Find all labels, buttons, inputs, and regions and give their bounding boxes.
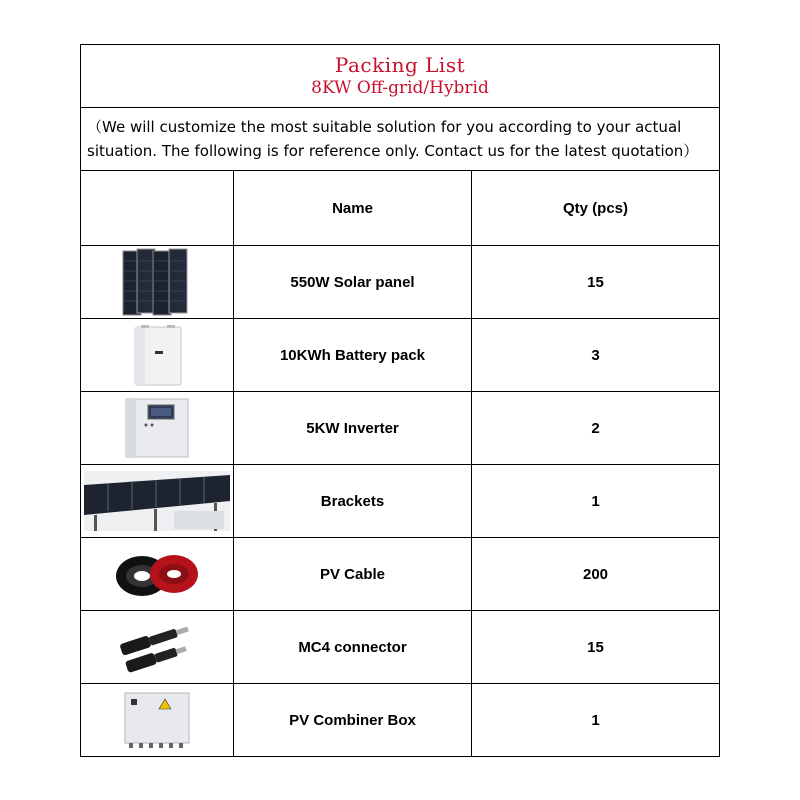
header-row: [81, 171, 720, 246]
item-name: Brackets: [234, 465, 472, 538]
item-image-cell: [81, 319, 234, 392]
item-image-cell: [81, 684, 234, 757]
bracket-icon: [84, 471, 230, 531]
item-name: MC4 connector: [234, 611, 472, 684]
header-qty: Qty (pcs): [472, 171, 720, 246]
battery-pack-icon: [127, 323, 187, 387]
mc4-connector-icon: [112, 617, 202, 677]
table-row: [81, 465, 720, 538]
header-name: Name: [234, 171, 472, 246]
header-image: [81, 171, 234, 246]
table-row: [81, 246, 720, 319]
item-name: 10KWh Battery pack: [234, 319, 472, 392]
page-subtitle: 8KW Off-grid/Hybrid: [311, 78, 489, 98]
pv-cable-icon: [112, 546, 202, 602]
item-image-cell: [81, 538, 234, 611]
item-qty: 3: [472, 319, 720, 392]
item-qty: 15: [472, 611, 720, 684]
page-title: Packing List: [334, 53, 466, 77]
packing-list-table: [80, 44, 720, 757]
item-qty: 15: [472, 246, 720, 319]
title-cell: [81, 45, 720, 108]
combiner-box-icon: [119, 689, 195, 751]
packing-list-sheet: [80, 44, 719, 756]
inverter-icon: [122, 395, 192, 461]
item-qty: 2: [472, 392, 720, 465]
table-row: [81, 611, 720, 684]
table-row: [81, 319, 720, 392]
table-row: [81, 538, 720, 611]
item-image-cell: [81, 392, 234, 465]
item-qty: 1: [472, 465, 720, 538]
item-qty: 1: [472, 684, 720, 757]
table-row: [81, 392, 720, 465]
item-image-cell: [81, 246, 234, 319]
item-name: 550W Solar panel: [234, 246, 472, 319]
item-name: PV Combiner Box: [234, 684, 472, 757]
item-qty: 200: [472, 538, 720, 611]
solar-panel-icon: [117, 247, 197, 317]
item-image-cell: [81, 611, 234, 684]
table-row: [81, 684, 720, 757]
note-text: （We will customize the most suitable solution for you according to your actual situation. The following is for reference only. Contact us for the latest quotation）: [81, 108, 720, 171]
item-image-cell: [81, 465, 234, 538]
item-name: 5KW Inverter: [234, 392, 472, 465]
item-name: PV Cable: [234, 538, 472, 611]
